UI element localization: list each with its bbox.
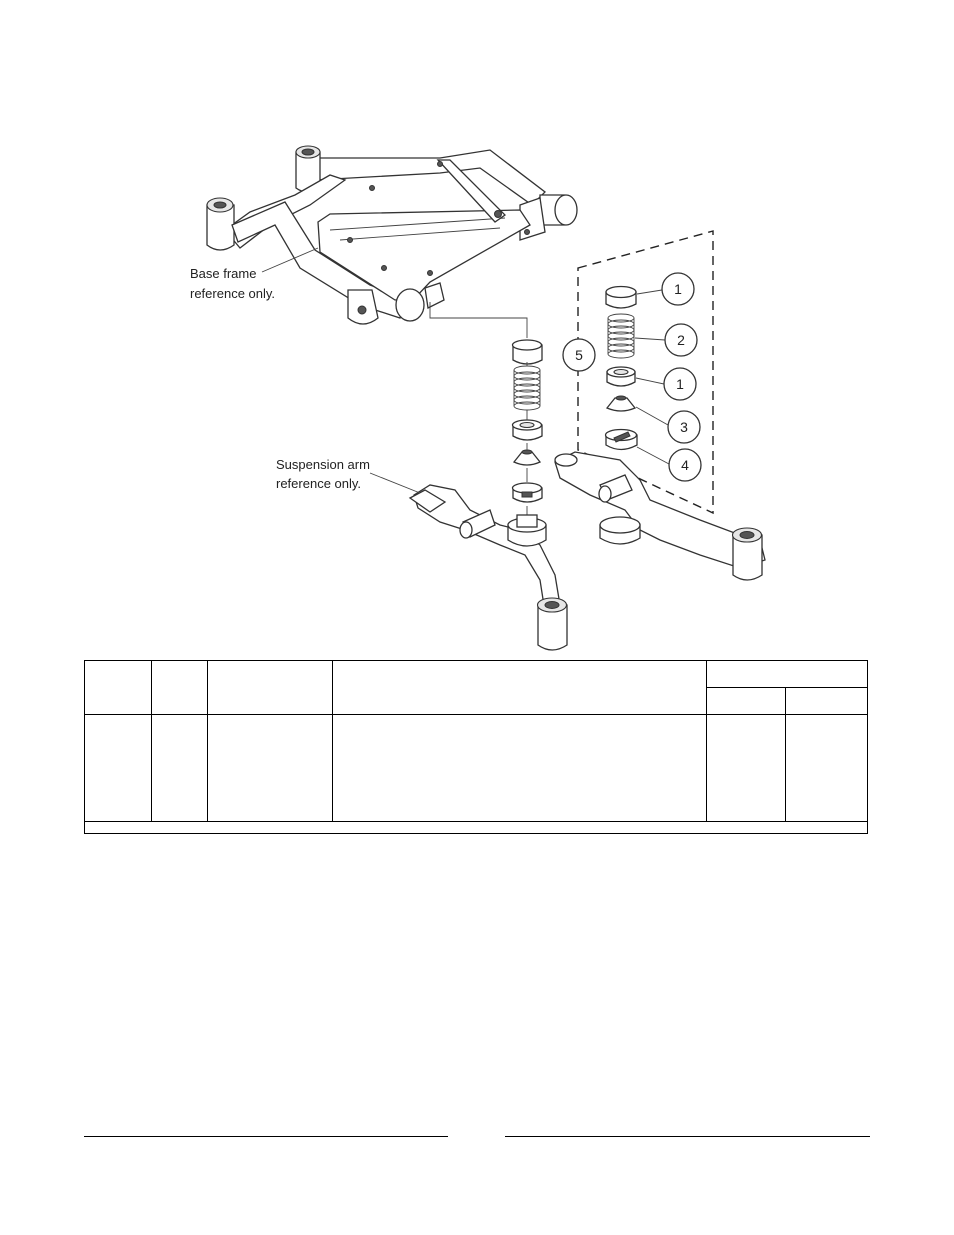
subheader-cell-1 [707, 688, 786, 715]
suspension-arm-label-line1: Suspension arm [276, 457, 370, 472]
subheader-cell-2 [786, 688, 868, 715]
header-cell-2 [152, 661, 208, 715]
suspension-arm-right-drawing [555, 452, 765, 580]
footer-rule-left [84, 1136, 448, 1137]
body-cell-3 [208, 715, 333, 822]
body-cell-6 [786, 715, 868, 822]
body-cell-5 [707, 715, 786, 822]
table-row [85, 715, 868, 822]
body-cell-1 [85, 715, 152, 822]
suspension-arm-callout [276, 457, 420, 493]
frame-leader-line [430, 302, 527, 338]
base-frame-callout [190, 248, 318, 301]
table-footer-row [85, 822, 868, 834]
center-parts-stack [513, 340, 543, 522]
body-cell-4 [333, 715, 707, 822]
item-4-number: 4 [681, 457, 689, 473]
suspension-arm-label-line2: reference only. [276, 476, 362, 491]
item-2-number: 2 [677, 332, 685, 348]
base-frame-label-line2: reference only. [190, 286, 276, 301]
base-frame-label-line1: Base frame [190, 266, 257, 281]
center-spring [514, 366, 540, 410]
kit-parts-stack [606, 287, 638, 450]
footer-cell [85, 822, 868, 834]
item-1-bottom-number: 1 [676, 376, 684, 392]
suspension-arm-left-drawing [410, 485, 567, 650]
item-3-number: 3 [680, 419, 688, 435]
header-cell-4 [333, 661, 707, 715]
header-cell-3 [208, 661, 333, 715]
header-cell-group [707, 661, 868, 688]
footer-rule-right [505, 1136, 870, 1137]
table-header-row [85, 661, 868, 688]
item-5-number: 5 [575, 347, 583, 363]
body-cell-2 [152, 715, 208, 822]
parts-list-table [84, 660, 868, 834]
kit-spring [608, 314, 634, 358]
item-1-top-number: 1 [674, 281, 682, 297]
header-cell-1 [85, 661, 152, 715]
